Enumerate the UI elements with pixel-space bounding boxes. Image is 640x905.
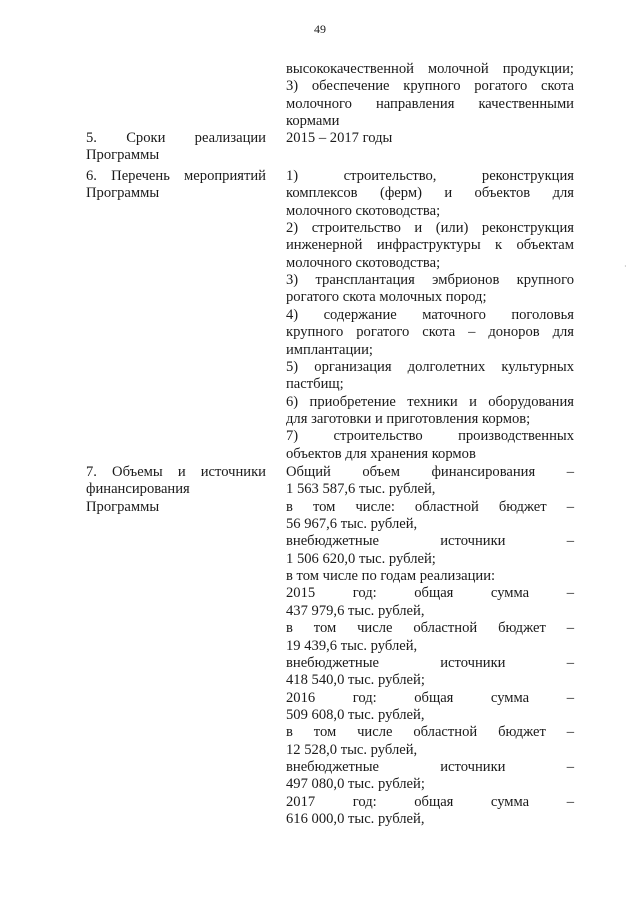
continuation-line: кормами [286, 113, 340, 130]
row-label-line: 6. Перечень мероприятий [86, 168, 266, 184]
row-value-line: внебюджетные источники – [286, 533, 574, 550]
row-value-line: внебюджетные источники – [286, 654, 574, 671]
row-value-line: Общий объем финансирования – [286, 464, 574, 480]
row-label-line: Программы [86, 147, 160, 164]
row-label-line: финансирования [86, 481, 190, 498]
scan-mark: · [624, 262, 627, 271]
row-label-line: 5. Сроки реализации [86, 130, 266, 146]
row-value-line: в том числе: областной бюджет – [286, 498, 574, 515]
row-value-line: 2015 год: общая сумма – [286, 585, 574, 602]
continuation-line: высококачественной молочной продукции; [286, 61, 574, 77]
row-value-line: крупного рогатого скота – доноров для [286, 324, 574, 341]
row-value-line: объектов для хранения кормов [286, 445, 476, 462]
row-value-line: 2015 – 2017 годы [286, 130, 393, 146]
row-value-line: в том числе по годам реализации: [286, 568, 496, 585]
row-label-line: Программы [86, 185, 160, 202]
row-value-line: 1) строительство, реконструкция [286, 168, 574, 184]
row-value-line: для заготовки и приготовления кормов; [286, 410, 531, 427]
row-value-line: внебюджетные источники – [286, 758, 574, 775]
row-value-line: 3) трансплантация эмбрионов крупного [286, 272, 574, 289]
row-value-line: 1 506 620,0 тыс. рублей; [286, 550, 436, 567]
row-value-line: 509 608,0 тыс. рублей, [286, 706, 425, 723]
row-value-line: в том числе областной бюджет – [286, 724, 574, 741]
row-value-line: 5) организация долголетних культурных [286, 358, 574, 375]
row-value-line: 437 979,6 тыс. рублей, [286, 602, 425, 619]
row-value-line: 4) содержание маточного поголовья [286, 306, 574, 323]
row-value-line: имплантации; [286, 341, 373, 358]
continuation-line: молочного направления качественными [286, 95, 574, 112]
row-value-line: молочного скотоводства; [286, 254, 441, 271]
row-value-line: инженерной инфраструктуры к объектам [286, 237, 574, 254]
row-value-line: 7) строительство производственных [286, 428, 574, 445]
row-value-line: 418 540,0 тыс. рублей; [286, 672, 425, 689]
row-value-line: 6) приобретение техники и оборудования [286, 393, 574, 410]
row-label-line: 7. Объемы и источники [86, 464, 266, 480]
page-number: 49 [314, 22, 326, 36]
row-value-line: комплексов (ферм) и объектов для [286, 185, 574, 202]
row-value-line: 2017 год: общая сумма – [286, 793, 574, 810]
row-value-line: рогатого скота молочных пород; [286, 289, 487, 306]
row-value-line: 616 000,0 тыс. рублей, [286, 811, 425, 827]
row-value-line: 12 528,0 тыс. рублей, [286, 741, 418, 758]
row-label-line: Программы [86, 498, 160, 515]
row-value-line: пастбищ; [286, 376, 344, 393]
row-value-line: 56 967,6 тыс. рублей, [286, 516, 418, 533]
row-value-line: 1 563 587,6 тыс. рублей, [286, 481, 436, 498]
row-value-line: 19 439,6 тыс. рублей, [286, 637, 418, 654]
continuation-line: 3) обеспечение крупного рогатого скота [286, 78, 574, 95]
row-value-line: в том числе областной бюджет – [286, 620, 574, 637]
row-value-line: 2) строительство и (или) реконструкция [286, 220, 574, 237]
row-value-line: молочного скотоводства; [286, 202, 441, 219]
row-value-line: 497 080,0 тыс. рублей; [286, 776, 425, 793]
row-value-line: 2016 год: общая сумма – [286, 689, 574, 706]
